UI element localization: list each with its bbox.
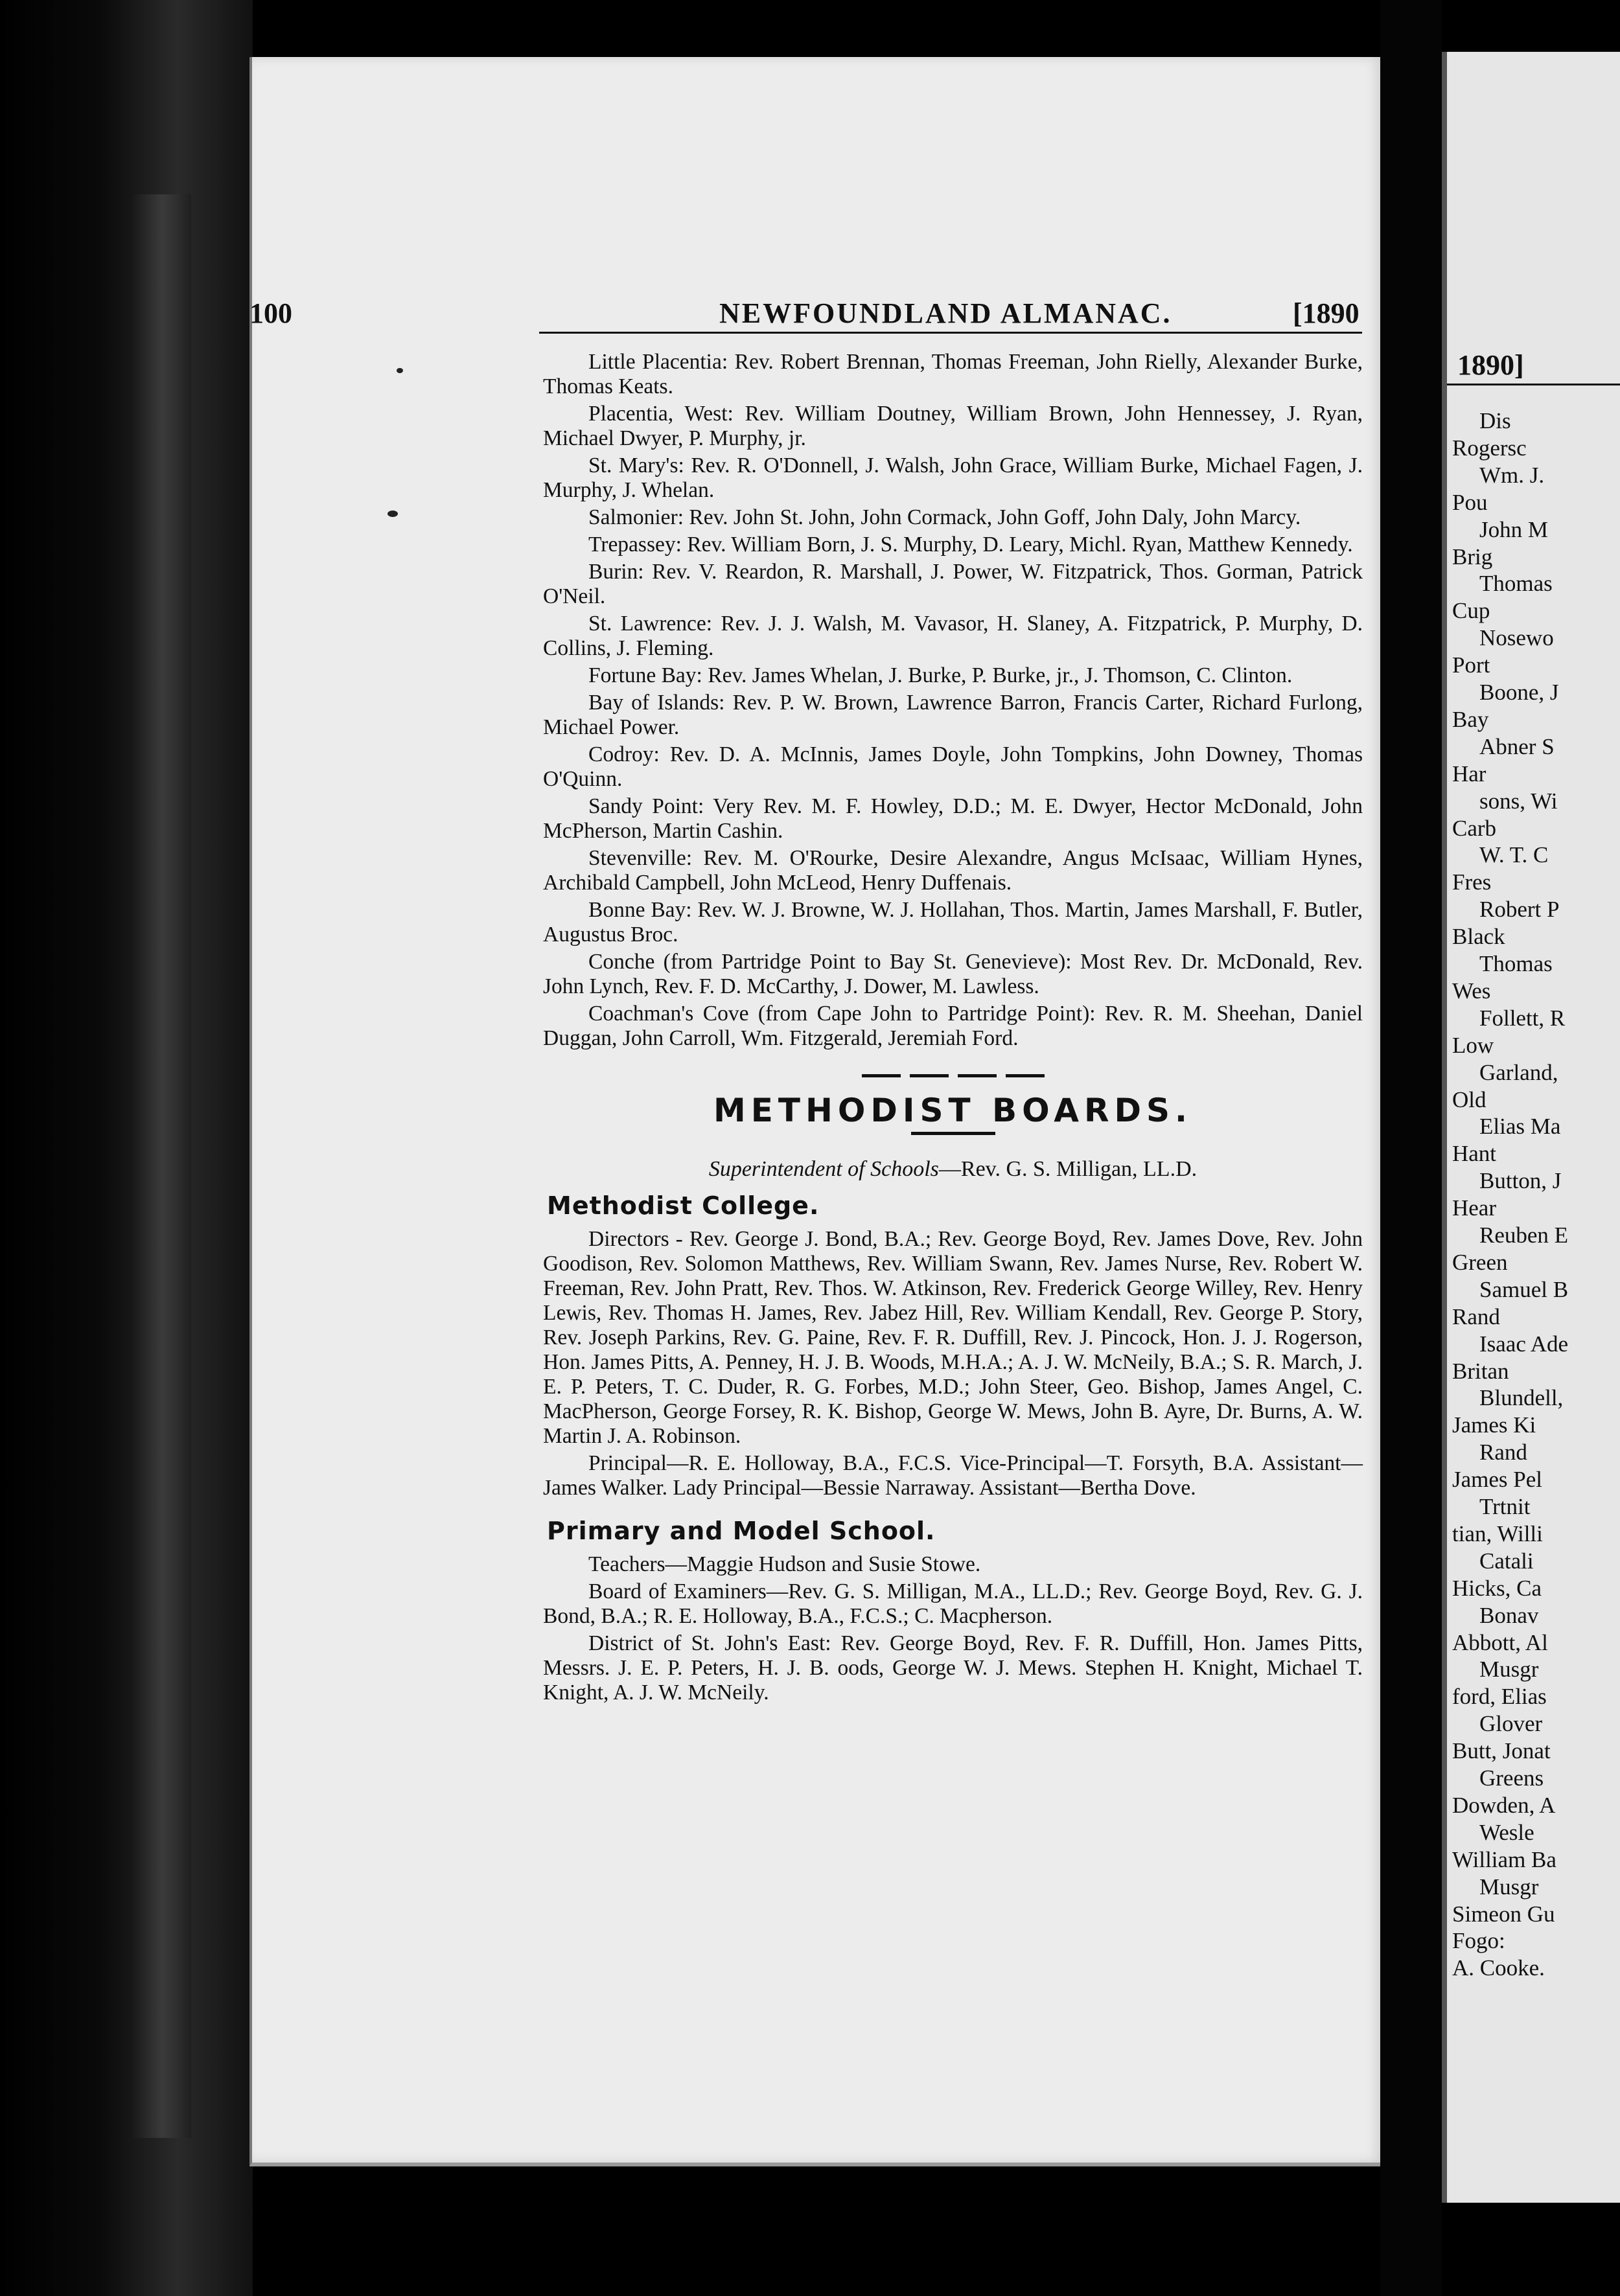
- right-page-line: Thomas: [1479, 951, 1553, 976]
- right-page-line: Fogo:: [1452, 1928, 1505, 1954]
- right-page-line: Thomas: [1479, 571, 1553, 597]
- right-page-line: Abbott, Al: [1452, 1629, 1548, 1655]
- right-page-line: Robert P: [1479, 897, 1560, 923]
- right-page-line: Rand: [1479, 1440, 1527, 1465]
- college-heading: Methodist College.: [547, 1191, 820, 1220]
- right-page-line: Rogersc: [1452, 435, 1527, 461]
- margin-mark: [388, 511, 398, 517]
- right-page-line: Brig: [1452, 544, 1493, 569]
- paragraph: Stevenville: Rev. M. O'Rourke, Desire Alexandre, Angus McIsaac, William Hynes, Archibald Campbell, John McLeod, Henry Duffenais.: [543, 846, 1363, 895]
- right-page-line: Butt, Jonat: [1452, 1738, 1551, 1764]
- right-page-line: Low: [1452, 1032, 1494, 1058]
- superintendent-label: Superintendent of Schools: [708, 1157, 939, 1181]
- right-page-line: Black: [1452, 924, 1505, 950]
- spine-band: [133, 194, 191, 2138]
- right-page-line: Follett, R: [1479, 1005, 1566, 1031]
- right-page-line: Dowden, A: [1452, 1792, 1556, 1818]
- right-page-year: 1890]: [1457, 349, 1524, 381]
- paragraph: Bay of Islands: Rev. P. W. Brown, Lawrence Barron, Francis Carter, Richard Furlong, Michael Power.: [543, 691, 1363, 739]
- right-page-line: Isaac Ade: [1479, 1331, 1569, 1357]
- right-page-line: Wesle: [1479, 1819, 1534, 1845]
- right-page-rule: [1447, 384, 1620, 385]
- book-spine: [0, 0, 253, 2296]
- right-page-line: Musgr: [1479, 1874, 1539, 1900]
- right-page-line: W. T. C: [1479, 842, 1549, 868]
- right-page-line: Har: [1452, 761, 1487, 786]
- paragraph: Bonne Bay: Rev. W. J. Browne, W. J. Hollahan, Thos. Martin, James Marshall, F. Butler, Augustus Broc.: [543, 898, 1363, 947]
- right-page-line: ford, Elias: [1452, 1684, 1547, 1710]
- right-page-line: Musgr: [1479, 1657, 1539, 1682]
- section-title: METHODIST BOARDS.: [713, 1092, 1192, 1129]
- right-page-line: Rand: [1452, 1303, 1500, 1329]
- right-page-line: Trtnit: [1479, 1494, 1531, 1519]
- right-page-line: Boone, J: [1479, 680, 1559, 705]
- right-page-line: Old: [1452, 1086, 1487, 1112]
- right-page-line: Green: [1452, 1249, 1508, 1275]
- running-title: NEWFOUNDLAND ALMANAC.: [719, 297, 1172, 329]
- right-page-line: Simeon Gu: [1452, 1901, 1555, 1927]
- right-page-line: Abner S: [1479, 733, 1555, 759]
- right-page-line: James Ki: [1452, 1412, 1536, 1438]
- paragraph: St. Mary's: Rev. R. O'Donnell, J. Walsh, John Grace, William Burke, Michael Fagen, J. Murphy, J. Whelan.: [543, 453, 1363, 502]
- right-page-line: Carb: [1452, 815, 1497, 841]
- right-page-line: Hear: [1452, 1195, 1497, 1221]
- right-page-line: Cup: [1452, 598, 1490, 624]
- right-page-line: Glover: [1479, 1711, 1543, 1737]
- paragraph: Placentia, West: Rev. William Doutney, William Brown, John Hennessey, J. Ryan, Michael Dwyer, P. Murphy, jr.: [543, 402, 1363, 450]
- paragraph: St. Lawrence: Rev. J. J. Walsh, M. Vavasor, H. Slaney, A. Fitzpatrick, P. Murphy, D. Collins, J. Fleming.: [543, 612, 1363, 660]
- right-page-line: Dis: [1479, 408, 1511, 433]
- right-page-line: Hicks, Ca: [1452, 1575, 1542, 1601]
- district-paragraph: District of St. John's East: Rev. George Boyd, Rev. F. R. Duffill, Hon. James Pitts, Messrs. J. E. P. Peters, H. J. B. oods, George W. J. Mews. Stephen H. Knight, Michael T. Knight, A. J. W. McNeily.: [543, 1631, 1363, 1705]
- directors-paragraph: Directors - Rev. George J. Bond, B.A.; Rev. George Boyd, Rev. James Dove, Rev. John Goodison, Rev. Solomon Matthews, Rev. William Swann, Rev. James Nurse, Rev. Robert W. Freeman, Rev. John Pratt, Rev. Thos. W. Atkinson, Rev. Frederick George Willey, Rev. Henry Lewis, Rev. Thomas H. James, Rev. Jabez Hill, Rev. William Kendall, Rev. George P. Story, Rev. Joseph Parkins, Rev. G. Paine, Rev. F. R. Duffill, Rev. J. Pincock, Hon. J. J. Rogerson, Hon. James Pitts, A. Penney, H. J. B. Woods, M.H.A.; A. J. W. McNeily, B.A.; S. R. March, J. E. P. Peters, T. C. Duder, R. G. Forbes, M.D.; John Steer, Geo. Bishop, James Angel, C. MacPherson, George Forsey, R. K. Bishop, George W. Mews, John B. Ayre, Dr. Burns, A. W. Martin J. A. Robinson.: [543, 1227, 1363, 1448]
- paragraph: Sandy Point: Very Rev. M. F. Howley, D.D.; M. E. Dwyer, Hector McDonald, John McPherson, Martin Cashin.: [543, 794, 1363, 843]
- teachers-paragraph: Teachers—Maggie Hudson and Susie Stowe.: [588, 1552, 981, 1576]
- right-page-line: Hant: [1452, 1141, 1497, 1167]
- superintendent-line: [543, 1157, 1363, 1182]
- right-page-line: Button, J: [1479, 1168, 1562, 1194]
- margin-mark: [397, 368, 403, 373]
- right-page-line: Samuel B: [1479, 1276, 1569, 1302]
- right-page-line: Reuben E: [1479, 1223, 1569, 1248]
- right-page-line: Fres: [1452, 869, 1492, 895]
- right-page-line: William Ba: [1452, 1846, 1556, 1872]
- paragraph: Coachman's Cove (from Cape John to Partridge Point): Rev. R. M. Sheehan, Daniel Duggan, John Carroll, Wm. Fitzgerald, Jeremiah Ford.: [543, 1002, 1363, 1050]
- paragraph: Salmonier: Rev. John St. John, John Cormack, John Goff, John Daly, John Marcy.: [588, 505, 1301, 529]
- paragraph: Little Placentia: Rev. Robert Brennan, Thomas Freeman, John Rielly, Alexander Burke, Thomas Keats.: [543, 350, 1363, 398]
- right-page-line: Nosewo: [1479, 625, 1554, 651]
- right-page-line: Greens: [1479, 1765, 1544, 1791]
- right-page-line: Port: [1452, 652, 1490, 678]
- right-page-line: Wes: [1452, 978, 1491, 1004]
- right-page-fragment: [1442, 52, 1620, 2203]
- right-page-line: Garland,: [1479, 1059, 1558, 1085]
- paragraph: Conche (from Partridge Point to Bay St. Genevieve): Most Rev. Dr. McDonald, Rev. John Lynch, Rev. F. D. McCarthy, J. Dower, M. Lawless.: [543, 950, 1363, 998]
- right-page-line: sons, Wi: [1479, 788, 1558, 814]
- superintendent-value: —Rev. G. S. Milligan, LL.D.: [938, 1157, 1198, 1181]
- page-number: 100: [249, 297, 292, 329]
- page-body: [543, 350, 1363, 1708]
- right-page-line: Britan: [1452, 1358, 1509, 1384]
- header-year: [1890: [1293, 297, 1360, 329]
- principal-paragraph: Principal—R. E. Holloway, B.A., F.C.S. Vice-Principal—T. Forsyth, B.A. Assistant—James Walker. Lady Principal—Bessie Narraway. Assistant—Bertha Dove.: [543, 1451, 1363, 1500]
- page-gutter: [1380, 0, 1442, 2296]
- right-page-line: John M: [1479, 516, 1548, 542]
- right-page-line: Catali: [1479, 1548, 1534, 1574]
- section-divider: [543, 1074, 1363, 1077]
- paragraph: Burin: Rev. V. Reardon, R. Marshall, J. Power, W. Fitzpatrick, Thos. Gorman, Patrick O'Neil.: [543, 560, 1363, 608]
- right-page-line: Wm. J.: [1479, 462, 1545, 488]
- right-page-line: Elias Ma: [1479, 1114, 1561, 1140]
- paragraph: Trepassey: Rev. William Born, J. S. Murphy, D. Leary, Michl. Ryan, Matthew Kennedy.: [588, 533, 1353, 557]
- right-page-line: A. Cooke.: [1452, 1955, 1545, 1981]
- right-page-line: James Pel: [1452, 1467, 1543, 1493]
- primary-school-heading: Primary and Model School.: [547, 1517, 936, 1545]
- right-page-line: Bay: [1452, 706, 1489, 732]
- right-page-line: Blundell,: [1479, 1385, 1564, 1411]
- right-page-line: Bonav: [1479, 1602, 1539, 1628]
- right-page-line: Pou: [1452, 489, 1488, 515]
- paragraph: Codroy: Rev. D. A. McInnis, James Doyle, John Tompkins, John Downey, Thomas O'Quinn.: [543, 742, 1363, 791]
- right-page-line: tian, Willi: [1452, 1521, 1543, 1546]
- paragraph: Fortune Bay: Rev. James Whelan, J. Burke, P. Burke, jr., J. Thomson, C. Clinton.: [588, 663, 1293, 687]
- header-rule: [539, 332, 1362, 334]
- examiners-paragraph: Board of Examiners—Rev. G. S. Milligan, M.A., LL.D.; Rev. George Boyd, Rev. G. J. Bond, B.A.; R. E. Holloway, B.A., F.C.S.; C. Macpherson.: [543, 1579, 1363, 1628]
- title-rule: [911, 1132, 995, 1135]
